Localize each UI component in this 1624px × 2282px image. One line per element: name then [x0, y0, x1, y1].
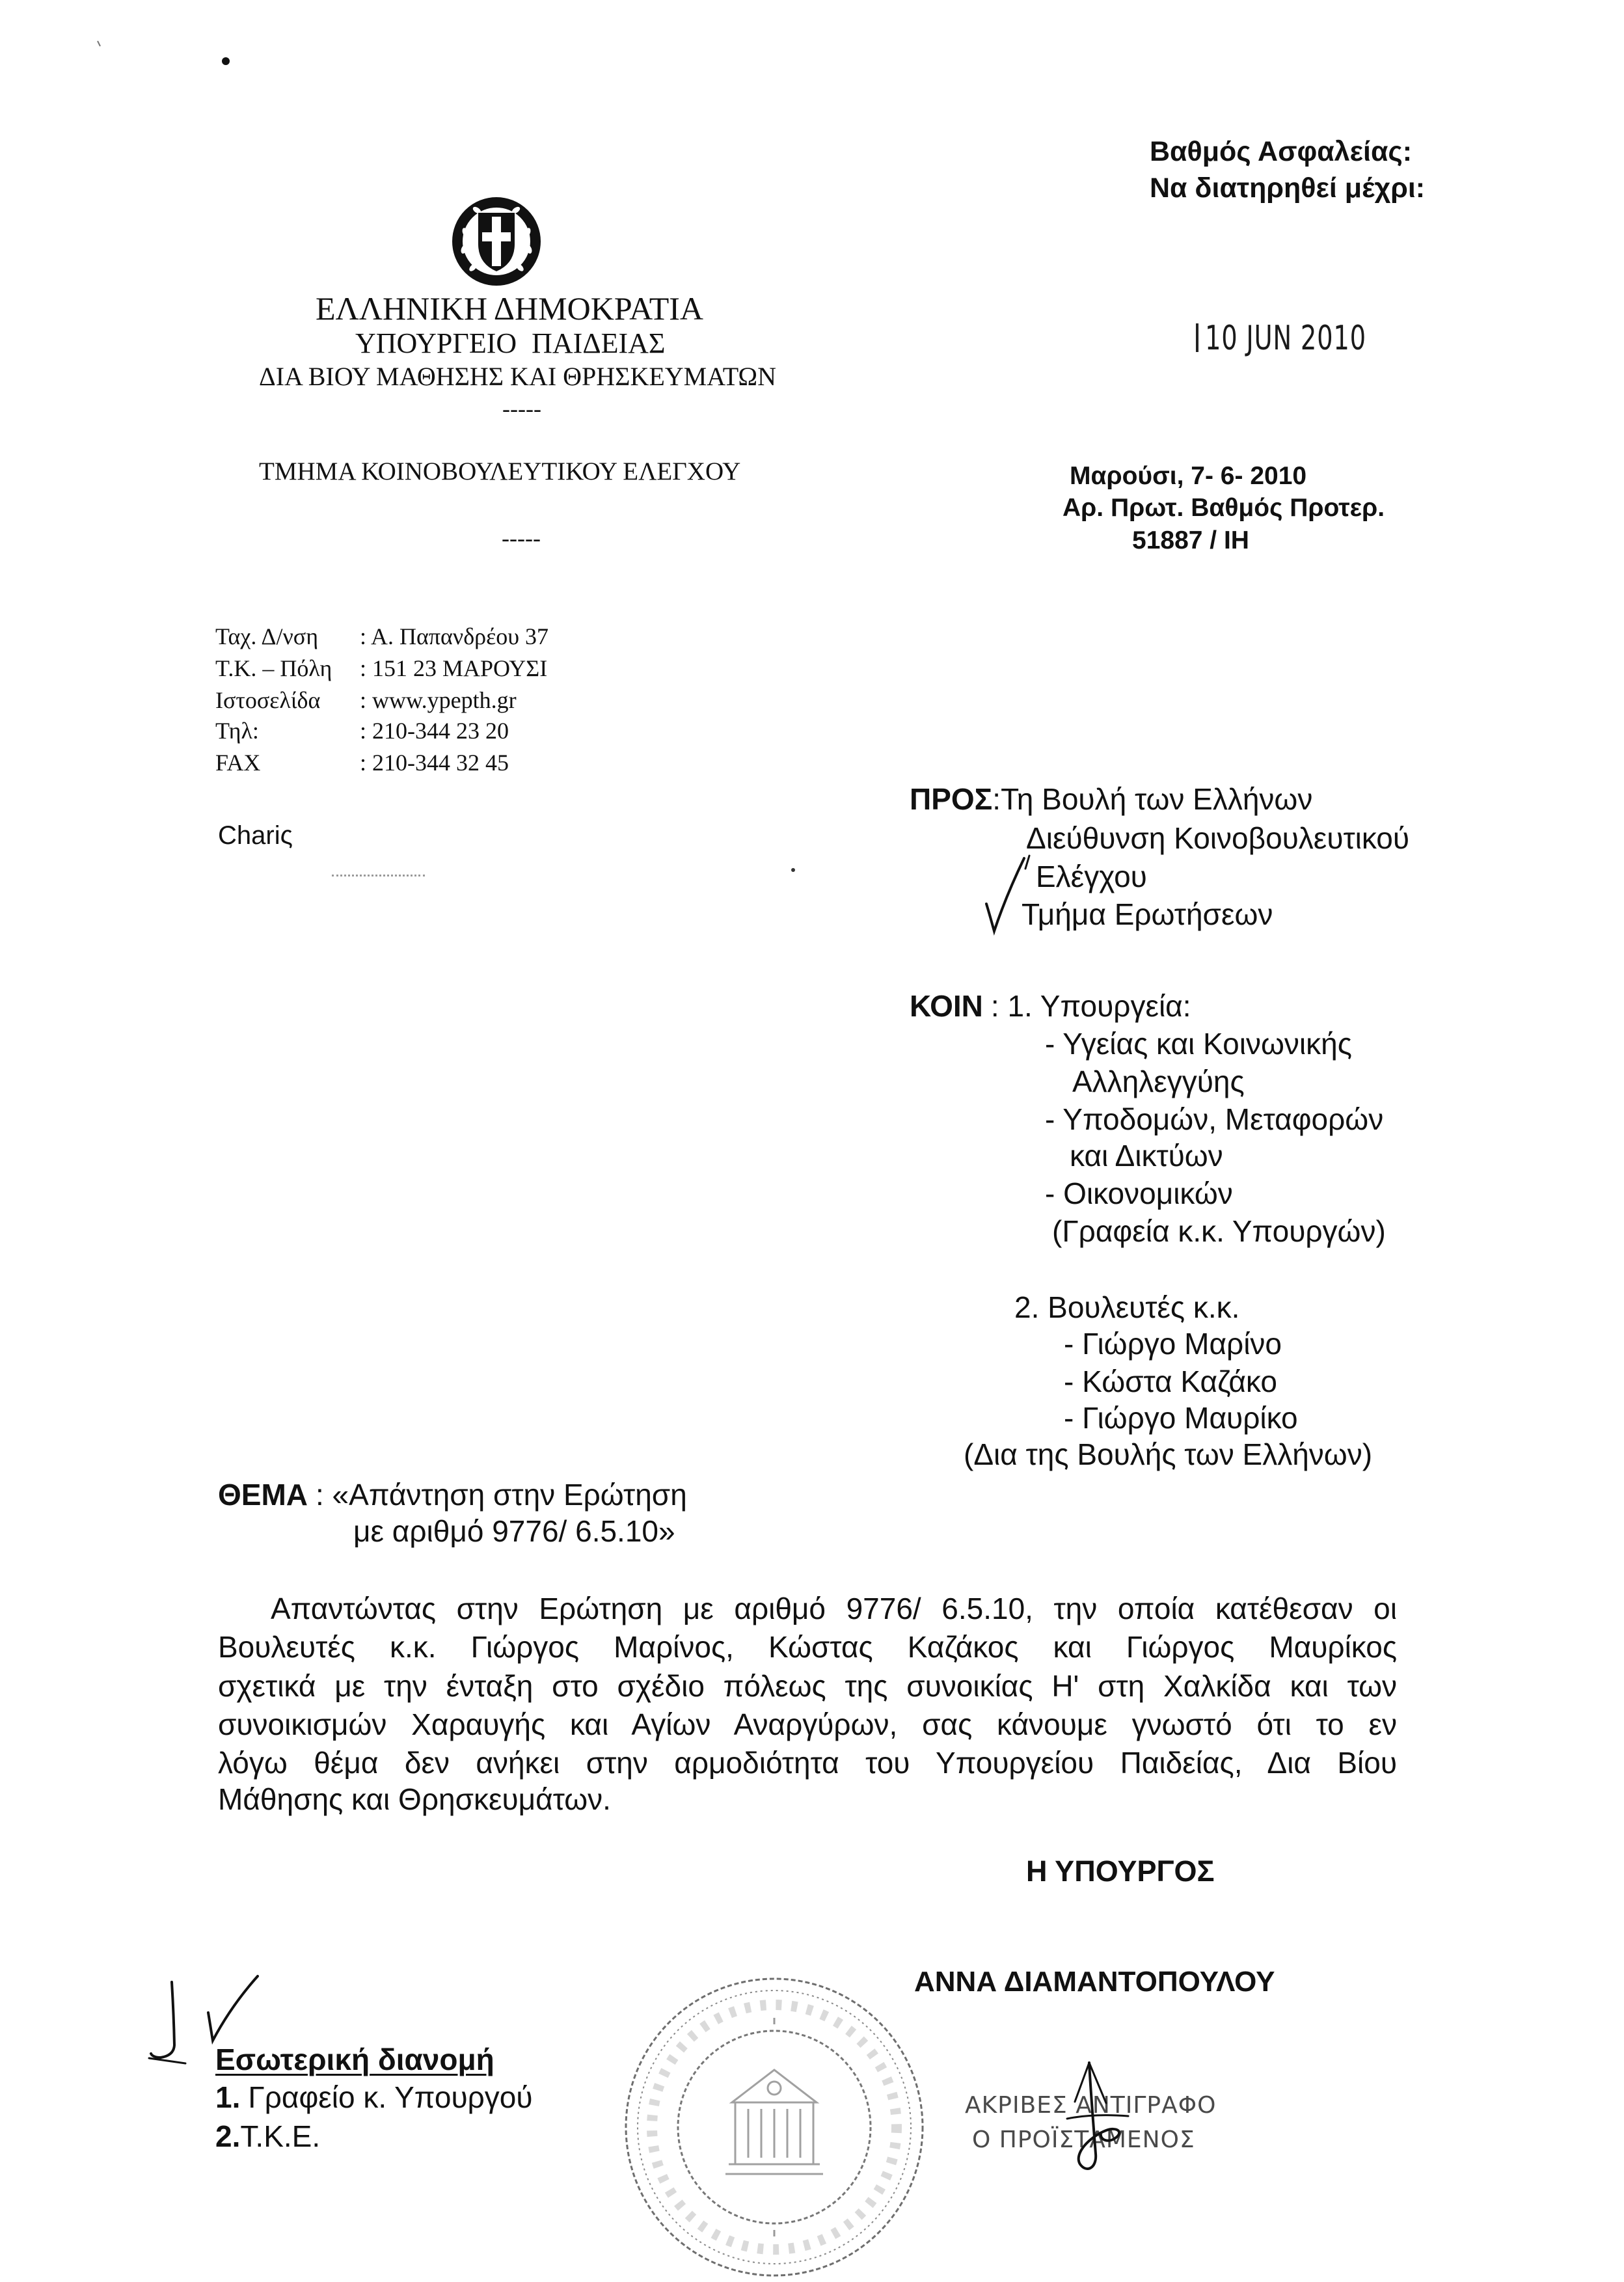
- ministry-name: ΥΠΟΥΡΓΕΙΟ ΠΑΙΔΕΙΑΣ: [355, 327, 666, 359]
- contact-value: : 210-344 23 20: [360, 718, 509, 744]
- department-separator: -----: [502, 525, 541, 551]
- recipient-line-1: [910, 784, 1312, 814]
- subject-line-2: με αριθμό 9776/ 6.5.10»: [353, 1514, 675, 1548]
- retention-label: Να διατηρηθεί μέχρι:: [1150, 172, 1426, 204]
- recipient-name: :Τη Βουλή των Ελλήνων: [992, 782, 1313, 816]
- copies-mp: - Γιώργο Μαυρίκο: [1064, 1401, 1298, 1435]
- recipient-line-4: Τμήμα Ερωτήσεων: [1022, 897, 1273, 931]
- stamp-bracket: [1196, 323, 1198, 352]
- official-seal-stamp: [621, 1972, 927, 2282]
- copies-ministry: - Υγείας και Κοινωνικής: [1045, 1027, 1352, 1061]
- distribution-item-number: 2.: [215, 2119, 241, 2153]
- distribution-item-text: Τ.Κ.Ε.: [240, 2119, 321, 2153]
- distribution-item: [215, 2082, 533, 2112]
- signatory-name: ΑΝΝΑ ΔΙΑΜΑΝΤΟΠΟΥΛΟΥ: [914, 1966, 1275, 1998]
- country-name: ΕΛΛΗΝΙΚΗ ΔΗΜΟΚΡΑΤΙΑ: [316, 290, 703, 327]
- handwritten-check-icon: [976, 849, 1031, 940]
- contact-row-phone: [215, 719, 509, 742]
- security-classification-label: Βαθμός Ασφαλείας:: [1150, 136, 1413, 167]
- distribution-item-number: 1.: [215, 2080, 241, 2114]
- recipient-label: ΠΡΟΣ: [910, 782, 993, 816]
- copies-ministry: Αλληλεγγύης: [1072, 1065, 1245, 1098]
- internal-distribution-heading: Εσωτερική διανομή: [215, 2043, 494, 2076]
- contact-label: FAX: [215, 750, 261, 776]
- greek-coat-of-arms-icon: [451, 193, 542, 288]
- distribution-item-text: Γραφείο κ. Υπουργού: [248, 2080, 533, 2114]
- contact-label: Τ.Κ. – Πόλη: [215, 655, 332, 681]
- subject-line-1: [218, 1480, 687, 1510]
- copies-mp: - Γιώργο Μαρίνο: [1064, 1327, 1282, 1361]
- ministry-scope: ΔΙΑ ΒΙΟΥ ΜΑΘΗΣΗΣ ΚΑΙ ΘΡΗΣΚΕΥΜΑΤΩΝ: [259, 362, 777, 391]
- protocol-header: Αρ. Πρωτ. Βαθμός Προτερ.: [1062, 494, 1385, 522]
- copies-ministry: - Οικονομικών: [1045, 1176, 1233, 1210]
- contact-value: : 210-344 32 45: [360, 750, 509, 776]
- scan-speck: [791, 868, 795, 872]
- author-name: Chariς: [218, 821, 293, 850]
- copies-ministries-heading: : 1. Υπουργεία:: [990, 989, 1191, 1023]
- contact-label: Τηλ:: [215, 718, 259, 744]
- contact-value: : www.ypepth.gr: [360, 687, 517, 713]
- copies-ministry: - Υποδομών, Μεταφορών: [1045, 1102, 1384, 1136]
- copies-line: [910, 991, 1191, 1021]
- place-date: Μαρούσι, 7- 6- 2010: [1070, 462, 1307, 490]
- copies-ministry: (Γραφεία κ.κ. Υπουργών): [1052, 1214, 1386, 1248]
- contact-row-postcode: [215, 657, 547, 680]
- contact-row-website: [215, 688, 517, 712]
- body-line: συνοικισμών Χαραυγής και Αγίων Αναργύρων, σας κάνουμε γνωστό ότι το εν: [218, 1707, 1397, 1741]
- certified-copy-stamp: ΑΚΡΙΒΕΣ ΑΝΤΙΓΡΑΦΟ: [965, 2092, 1217, 2119]
- handwritten-signature-icon: [1061, 2056, 1139, 2180]
- department-name: ΤΜΗΜΑ ΚΟΙΝΟΒΟΥΛΕΥΤΙΚΟΥ ΕΛΕΓΧΟΥ: [259, 457, 741, 485]
- body-line: λόγω θέμα δεν ανήκει στην αρμοδιότητα του Υπουργείου Παιδείας, Δια Βίου: [218, 1746, 1397, 1780]
- body-line: Απαντώντας στην Ερώτηση με αριθμό 9776/ 6.5.10, την οποία κατέθεσαν οι: [271, 1592, 1397, 1625]
- subject-label: ΘΕΜΑ: [218, 1478, 308, 1512]
- scan-speck: [91, 36, 241, 75]
- copies-mp: - Κώστα Καζάκο: [1064, 1365, 1277, 1398]
- contact-label: Ταχ. Δ/νση: [215, 623, 319, 649]
- signatory-title: Η ΥΠΟΥΡΓΟΣ: [1026, 1854, 1215, 1888]
- contact-value: : Α. Παπανδρέου 37: [360, 623, 549, 649]
- contact-row-fax: [215, 751, 509, 774]
- body-line: σχετικά με την ένταξη στο σχέδιο πόλεως της συνοικίας Η' στη Χαλκίδα και των: [218, 1669, 1397, 1703]
- copies-mps-note: (Δια της Βουλής των Ελλήνων): [964, 1437, 1373, 1471]
- recipient-line-3: Ελέγχου: [1036, 860, 1147, 893]
- body-line: Βουλευτές κ.κ. Γιώργος Μαρίνος, Κώστας Καζάκος και Γιώργος Μαυρίκος: [218, 1630, 1397, 1664]
- copies-ministry: και Δικτύων: [1070, 1139, 1223, 1173]
- header-separator: -----: [502, 396, 541, 422]
- contact-row-address: [215, 625, 548, 648]
- subject-text: : «Απάντηση στην Ερώτηση: [316, 1478, 687, 1512]
- body-line: Μάθησης και Θρησκευμάτων.: [218, 1782, 611, 1816]
- contact-label: Ιστοσελίδα: [215, 687, 321, 713]
- copies-label: ΚΟΙΝ: [910, 989, 983, 1023]
- head-of-department-stamp: Ο ΠΡΟΪΣΤΑΜΕΝΟΣ: [972, 2126, 1195, 2153]
- received-date-stamp: 10 JUN 2010: [1205, 319, 1366, 358]
- protocol-number: 51887 / ΙΗ: [1132, 526, 1249, 554]
- faint-dotted-mark: [332, 875, 425, 876]
- contact-value: : 151 23 ΜΑΡΟΥΣΙ: [360, 655, 548, 681]
- copies-mps-heading: 2. Βουλευτές κ.κ.: [1014, 1290, 1240, 1324]
- distribution-item: [215, 2121, 320, 2151]
- recipient-line-2: Διεύθυνση Κοινοβουλευτικού: [1026, 821, 1410, 855]
